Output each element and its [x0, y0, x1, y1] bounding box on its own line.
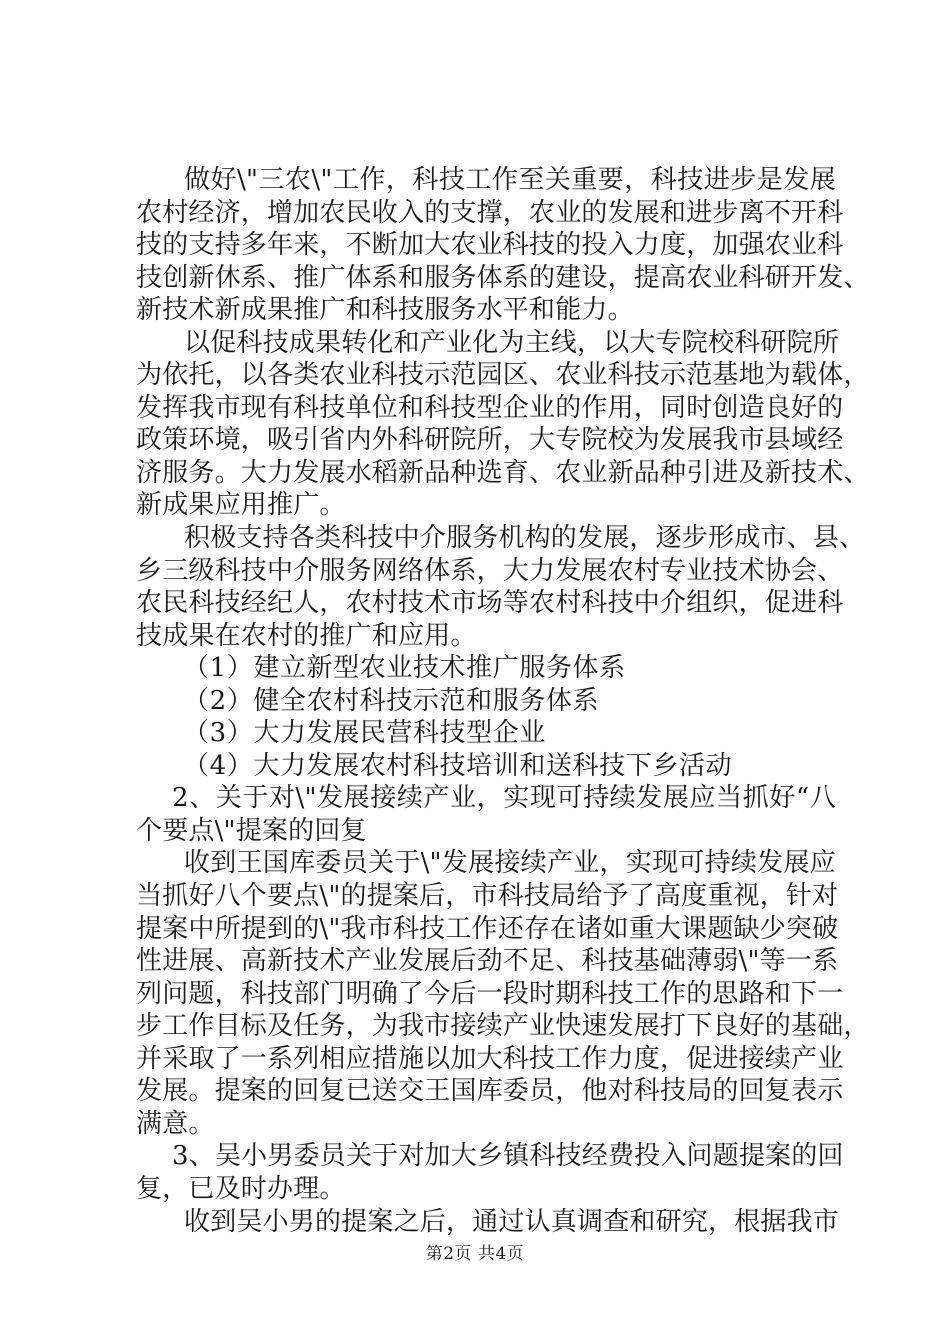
- text-line: [136, 424, 844, 457]
- text-line: [136, 1075, 844, 1108]
- text-line: [136, 750, 836, 783]
- text-line-content: 政策环境，吸引省内外科研院所，大专院校为发展我市县域经: [136, 425, 844, 456]
- text-line-content: 收到王国库委员关于\"发展接续产业，实现可持续发展应: [184, 848, 836, 879]
- text-line-content: 发挥我市现有科技单位和科技型企业的作用，同时创造良好的: [136, 392, 844, 423]
- text-line-content: 农民科技经纪人，农村技术市场等农村科技中介组织，促进科: [136, 588, 844, 619]
- text-line: [136, 717, 836, 750]
- text-line: [136, 1010, 870, 1043]
- text-line-content: 技成果在农村的推广和应用。: [136, 620, 477, 651]
- text-line-content: 农村经济，增加农民收入的支撑，农业的发展和进步离不开科: [136, 197, 844, 228]
- text-line-content: 以促科技成果转化和产业化为主线，以大专院校科研院所: [184, 327, 840, 358]
- text-line-content: （4）大力发展农村科技培训和送科技下乡活动: [183, 750, 733, 781]
- text-line-content: 步工作目标及任务，为我市接续产业快速发展打下良好的基础，: [136, 1011, 870, 1042]
- text-line: [136, 359, 870, 392]
- text-line: [136, 1108, 836, 1141]
- text-line: [136, 457, 870, 490]
- text-line: [136, 392, 844, 425]
- text-line-content: 个要点\"提案的回复: [136, 815, 367, 846]
- text-line: [136, 1140, 844, 1173]
- page-footer: 第2页 共4页: [425, 1244, 525, 1264]
- text-line: [136, 262, 870, 295]
- text-line-content: 乡三级科技中介服务网络体系，大力发展农村专业技术协会、: [136, 555, 844, 586]
- text-line: [136, 978, 844, 1011]
- text-line-content: 积极支持各类科技中介服务机构的发展，逐步形成市、县、: [184, 523, 866, 554]
- text-line: [136, 587, 844, 620]
- text-line-content: （3）大力发展民营科技型企业: [183, 718, 546, 749]
- text-line-content: 并采取了一系列相应措施以加大科技工作力度，促进接续产业: [136, 1043, 844, 1074]
- text-line-content: 列问题，科技部门明确了今后一段时期科技工作的思路和下一: [136, 978, 844, 1009]
- text-line: [136, 945, 839, 978]
- text-line-content: 提案中所提到的\"我市科技工作还存在诸如重大课题缺少突破: [136, 913, 839, 944]
- text-line-content: （2）健全农村科技示范和服务体系: [183, 685, 600, 716]
- text-line-content: （1）建立新型农业技术推广服务体系: [183, 653, 626, 684]
- document-body: [136, 164, 870, 1238]
- text-line: [136, 555, 844, 588]
- text-line: [136, 164, 836, 197]
- text-line-content: 收到吴小男的提案之后，通过认真调查和研究，根据我市: [184, 1206, 840, 1237]
- text-line-content: 性进展、高新技术产业发展后劲不足、科技基础薄弱\"等一系: [136, 946, 839, 977]
- text-line-content: 新技术新成果推广和科技服务水平和能力。: [136, 295, 634, 326]
- text-line: [136, 327, 840, 360]
- text-line: [136, 489, 836, 522]
- text-line-content: 技的支持多年来，不断加大农业科技的投入力度，加强农业科: [136, 230, 844, 261]
- text-line: [136, 782, 836, 815]
- text-line: [136, 880, 839, 913]
- text-line: [136, 913, 839, 946]
- text-line-content: 满意。: [136, 1108, 215, 1139]
- text-line-content: 发展。提案的回复已送交王国库委员，他对科技局的回复表示: [136, 1076, 844, 1107]
- text-line-content: 技创新休系、推广体系和服务体系的建设，提高农业科研开发、: [136, 262, 870, 293]
- text-line: [136, 815, 836, 848]
- text-line: [136, 1173, 836, 1206]
- text-line-content: 为依托，以各类农业科技示范园区、农业科技示范基地为载体，: [136, 360, 870, 391]
- text-line: [136, 620, 836, 653]
- text-line-content: 济服务。大力发展水稻新品种选育、农业新品种引进及新技术、: [136, 457, 870, 488]
- text-line: [136, 522, 866, 555]
- text-line: [136, 294, 836, 327]
- text-line-content: 做好\"三农\"工作，科技工作至关重要，科技进步是发展: [184, 165, 836, 195]
- text-line: [136, 847, 836, 880]
- text-line-content: 复，已及时办理。: [136, 1173, 346, 1204]
- text-line: [136, 685, 836, 718]
- text-line: [136, 652, 836, 685]
- text-line: [136, 197, 844, 230]
- text-line-content: 2、关于对\"发展接续产业，实现可持续发展应当抓好“八: [172, 783, 836, 814]
- text-line-content: 3、吴小男委员关于对加大乡镇科技经费投入问题提案的回: [172, 1141, 844, 1172]
- text-line: [136, 1043, 844, 1076]
- text-line: [136, 229, 844, 262]
- text-line: [136, 1206, 840, 1239]
- text-line-content: 当抓好八个要点\"的提案后，市科技局给予了高度重视，针对: [136, 881, 839, 912]
- text-line-content: 新成果应用推广。: [136, 490, 346, 521]
